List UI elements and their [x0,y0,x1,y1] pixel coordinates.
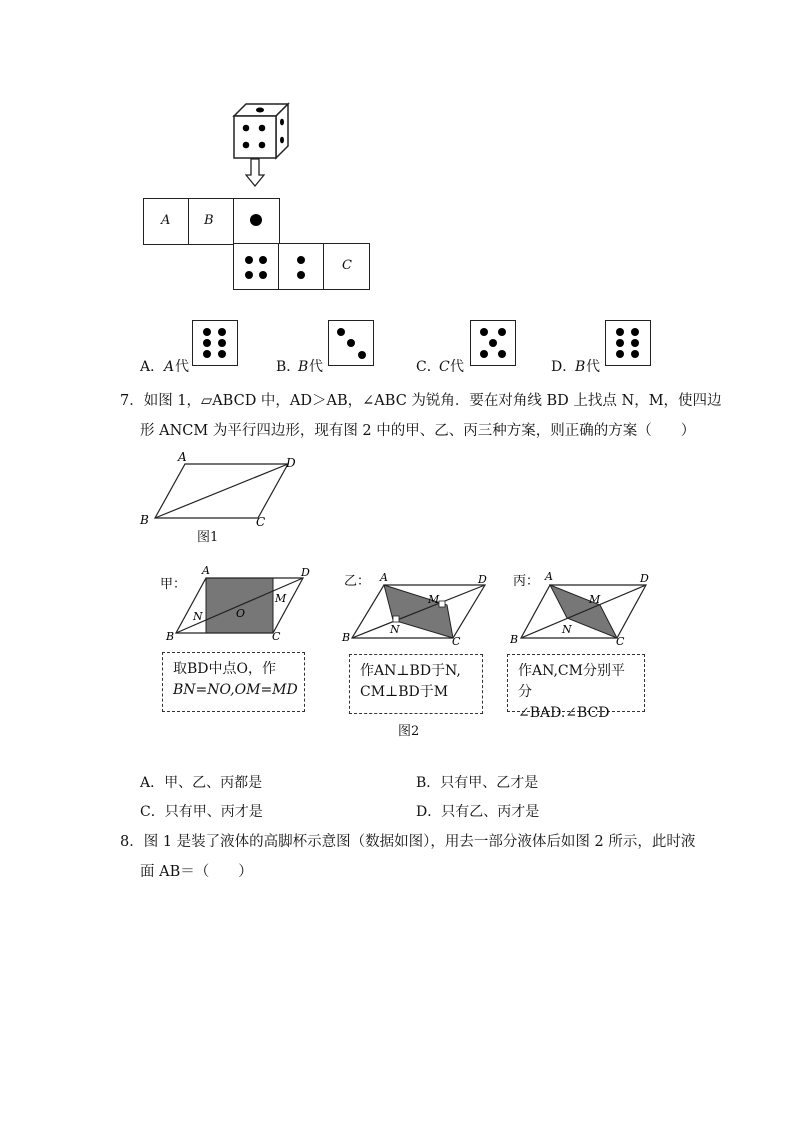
svg-text:D: D [478,573,487,586]
net-cell-a [143,198,190,245]
q6-option-a-suffix: 代 [175,359,189,375]
q8-stem-line2: 面 AB＝（ ） [140,864,253,880]
svg-text:C: C [452,635,461,648]
cube-figure [230,100,290,160]
q6-option-b-die [328,320,374,366]
q7-choice-c[interactable]: C．只有甲、丙才是 [140,804,263,820]
svg-text:N: N [390,623,400,636]
q6-option-b-var: B [298,359,309,375]
q6-option-d-letter[interactable]: D． [551,359,577,375]
svg-text:B: B [342,631,351,644]
net-label-c: C [342,258,352,273]
jia-note-line1: 取BD中点O，作 [173,661,276,677]
q6-option-d-die [605,320,651,366]
parallelogram-figure-1 [138,448,308,533]
down-arrow-icon [245,158,265,188]
figure-1 [138,448,308,533]
bing-note-line2: ∠BAD.∠BCD [518,705,610,721]
q6-option-a-var: A [164,359,175,375]
svg-text:N: N [193,610,203,623]
die-pip [297,256,305,264]
net-cell-one-dot [233,198,280,245]
fig1-label-d: D [286,456,296,470]
q6-option-c-suffix: 代 [450,359,464,375]
svg-text:C: C [616,635,625,648]
scheme-bing-note [507,654,645,721]
bing-note-line1: 作AN,CM分别平分 [518,663,625,700]
net-cell-four-dots [233,243,280,290]
q7-stem-line1: 7．如图 1，▱ABCD 中，AD＞AB，∠ABC 为锐角．要在对角线 BD 上找点 N，M，使四边 [120,393,722,409]
net-cell-b [188,198,235,245]
yi-label: 乙： [344,574,371,589]
scheme-bing-figure [510,565,670,650]
fig1-label-a: A [178,450,187,464]
q7-choice-b[interactable]: B．只有甲、乙才是 [416,775,539,791]
scheme-yi-figure [340,565,500,650]
figure-2-caption: 图2 [398,724,420,739]
cube-drawing [230,100,290,160]
figure-1-caption: 图1 [197,530,219,545]
die-pip [245,256,253,264]
q6-option-b-suffix: 代 [309,359,323,375]
jia-note-line2: BN=NO,OM=MD [173,682,298,698]
net-label-a: A [161,213,171,228]
fig1-label-b: B [140,513,149,527]
q6-option-c-var: C [439,359,450,375]
svg-text:M: M [428,593,440,606]
die-pip [297,271,305,279]
q6-option-c-letter[interactable]: C． [416,359,441,375]
die-pip [259,271,267,279]
svg-text:C: C [272,630,281,643]
net-cell-c [323,243,370,290]
svg-text:A: A [380,571,388,584]
die-pip [245,271,253,279]
svg-text:O: O [236,607,246,620]
net-cell-two-dots [278,243,325,290]
die-pip [250,214,262,226]
q6-option-a-letter[interactable]: A． [140,359,165,375]
q7-stem-line2: 形 ANCM 为平行四边形，现有图 2 中的甲、乙、丙三种方案，则正确的方案（ ） [140,423,696,439]
svg-text:D: D [640,572,649,585]
jia-label: 甲： [160,577,187,592]
svg-text:M: M [275,592,287,605]
svg-text:D: D [301,566,310,579]
svg-text:B: B [166,630,175,643]
q6-option-c-die [470,320,516,366]
bing-label: 丙： [513,574,540,589]
yi-note-line1: 作AN⊥BD于N, [360,663,461,679]
scheme-jia-figure [160,562,325,647]
net-label-b: B [204,213,214,228]
die-pip [259,256,267,264]
svg-text:A: A [202,564,210,577]
q8-stem-line1: 8．图 1 是装了液体的高脚杯示意图（数据如图），用去一部分液体后如图 2 所示，此时液 [120,834,696,850]
svg-text:N: N [562,623,572,636]
scheme-yi-note [349,654,483,714]
q7-choice-a[interactable]: A．甲、乙、丙都是 [140,775,263,791]
scheme-jia-note [162,652,305,712]
q7-choice-d[interactable]: D．只有乙、丙才是 [416,804,540,820]
svg-text:A: A [545,570,553,583]
q6-option-d-suffix: 代 [586,359,600,375]
q6-option-d-var: B [575,359,586,375]
fig1-label-c: C [256,515,266,529]
yi-note-line2: CM⊥BD于M [360,684,449,700]
svg-text:M: M [589,593,601,606]
q6-option-b-letter[interactable]: B． [276,359,301,375]
q6-option-a-die [192,320,238,366]
svg-text:B: B [510,633,519,646]
